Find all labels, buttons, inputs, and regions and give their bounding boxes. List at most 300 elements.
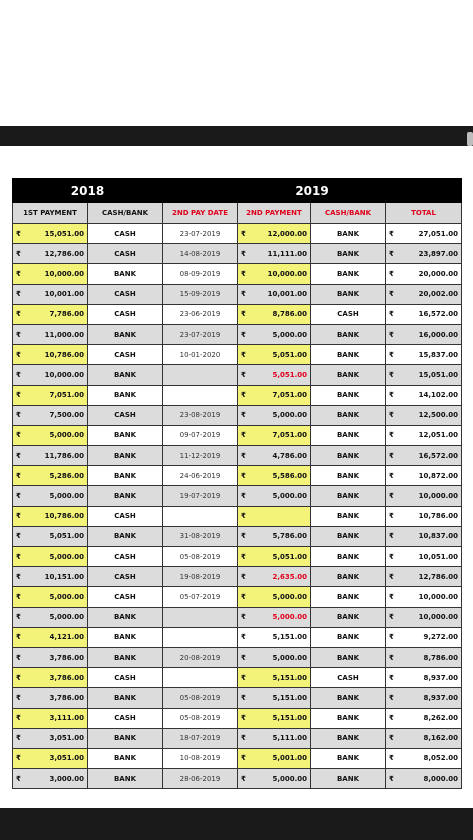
rupee-symbol: ₹	[241, 572, 246, 581]
total-cell	[386, 284, 462, 304]
cash-bank-2-cell: BANK	[311, 607, 386, 627]
rupee-symbol: ₹	[389, 613, 394, 622]
rupee-symbol: ₹	[16, 653, 21, 662]
rupee-symbol: ₹	[389, 492, 394, 501]
first-payment-cell	[13, 486, 88, 506]
cash-bank-1-cell: BANK	[88, 769, 163, 789]
first-payment-cell	[13, 224, 88, 244]
second-pay-date-cell: 23-07-2019	[163, 224, 238, 244]
total-cell-value: 20,000.00	[418, 269, 459, 278]
rupee-symbol: ₹	[241, 492, 246, 501]
rupee-symbol: ₹	[389, 310, 394, 319]
total-cell-value: 8,162.00	[423, 734, 459, 743]
first-payment-cell-value: 11,786.00	[44, 451, 84, 460]
rupee-symbol: ₹	[389, 734, 394, 743]
second-payment-cell	[238, 567, 311, 587]
total-cell-value: 10,000.00	[418, 492, 459, 501]
second-payment-cell	[238, 224, 311, 244]
first-payment-cell-value: 10,786.00	[44, 512, 84, 521]
cash-bank-2-cell: BANK	[311, 385, 386, 405]
cash-bank-2-cell: BANK	[311, 224, 386, 244]
second-payment-cell-value: 12,000.00	[267, 229, 307, 238]
rupee-symbol: ₹	[16, 330, 21, 339]
second-pay-date-cell	[163, 385, 238, 405]
payment-table	[12, 178, 462, 789]
col-header-2nd-pay-date: 2ND PAY DATE	[163, 203, 238, 224]
first-payment-cell-value: 7,051.00	[49, 391, 84, 400]
rupee-symbol: ₹	[241, 552, 246, 561]
second-payment-cell-value: 5,151.00	[272, 633, 307, 642]
cash-bank-2-cell: BANK	[311, 324, 386, 344]
second-payment-cell	[238, 627, 311, 647]
total-cell-value: 16,572.00	[418, 310, 459, 319]
cash-bank-2-cell: BANK	[311, 688, 386, 708]
rupee-symbol: ₹	[389, 592, 394, 601]
first-payment-cell-value: 3,786.00	[49, 673, 84, 682]
rupee-symbol: ₹	[241, 431, 246, 440]
total-cell	[386, 324, 462, 344]
table-row	[13, 405, 462, 425]
rupee-symbol: ₹	[241, 754, 246, 763]
cash-bank-2-cell: BANK	[311, 547, 386, 567]
second-pay-date-cell: 09-07-2019	[163, 425, 238, 445]
first-payment-cell-value: 11,000.00	[44, 330, 84, 339]
column-header-row	[13, 203, 462, 224]
second-payment-cell-value: 5,051.00	[272, 370, 307, 379]
total-cell-value: 10,837.00	[418, 532, 459, 541]
first-payment-cell	[13, 688, 88, 708]
total-cell	[386, 627, 462, 647]
rupee-symbol: ₹	[16, 714, 21, 723]
total-cell-value: 8,937.00	[423, 673, 459, 682]
table-row	[13, 668, 462, 688]
second-payment-cell-value: 5,000.00	[272, 492, 307, 501]
total-cell-value: 12,051.00	[418, 431, 459, 440]
second-payment-cell	[238, 466, 311, 486]
rupee-symbol: ₹	[241, 330, 246, 339]
table-row	[13, 708, 462, 728]
rupee-symbol: ₹	[389, 633, 394, 642]
rupee-symbol: ₹	[241, 653, 246, 662]
total-cell	[386, 647, 462, 667]
cash-bank-1-cell: CASH	[88, 284, 163, 304]
first-payment-cell-value: 10,151.00	[44, 572, 84, 581]
second-pay-date-cell: 05-08-2019	[163, 688, 238, 708]
first-payment-cell	[13, 425, 88, 445]
cash-bank-2-cell: BANK	[311, 244, 386, 264]
first-payment-cell	[13, 264, 88, 284]
second-pay-date-cell: 10-01-2020	[163, 345, 238, 365]
total-cell-value: 12,500.00	[418, 411, 459, 420]
second-payment-cell	[238, 506, 311, 526]
table-row	[13, 365, 462, 385]
cash-bank-2-cell: BANK	[311, 769, 386, 789]
cash-bank-1-cell: CASH	[88, 708, 163, 728]
year-2018-label: 2018	[13, 179, 163, 203]
total-cell-value: 14,102.00	[418, 391, 459, 400]
total-cell	[386, 466, 462, 486]
first-payment-cell	[13, 365, 88, 385]
col-header-cash-bank-2: CASH/BANK	[311, 203, 386, 224]
cash-bank-1-cell: CASH	[88, 405, 163, 425]
rupee-symbol: ₹	[389, 532, 394, 541]
total-cell-value: 8,262.00	[423, 714, 459, 723]
total-cell-value: 23,897.00	[418, 249, 459, 258]
table-row	[13, 385, 462, 405]
col-header-1st-payment: 1ST PAYMENT	[13, 203, 88, 224]
rupee-symbol: ₹	[241, 310, 246, 319]
second-payment-cell	[238, 385, 311, 405]
total-cell	[386, 506, 462, 526]
total-cell	[386, 708, 462, 728]
table-row	[13, 547, 462, 567]
second-pay-date-cell	[163, 365, 238, 385]
first-payment-cell-value: 15,051.00	[44, 229, 84, 238]
second-payment-cell-value: 8,786.00	[272, 310, 307, 319]
total-cell	[386, 587, 462, 607]
total-cell-value: 15,051.00	[418, 370, 459, 379]
second-payment-cell	[238, 365, 311, 385]
second-payment-cell-value: 7,051.00	[272, 431, 307, 440]
year-header-row	[13, 179, 462, 203]
rupee-symbol: ₹	[16, 774, 21, 783]
rupee-symbol: ₹	[16, 754, 21, 763]
rupee-symbol: ₹	[16, 229, 21, 238]
rupee-symbol: ₹	[16, 370, 21, 379]
cash-bank-1-cell: CASH	[88, 506, 163, 526]
first-payment-cell-value: 5,000.00	[49, 592, 84, 601]
second-payment-cell	[238, 607, 311, 627]
rupee-symbol: ₹	[241, 290, 246, 299]
second-payment-cell-value: 7,051.00	[272, 391, 307, 400]
table-row	[13, 264, 462, 284]
table-row	[13, 284, 462, 304]
rupee-symbol: ₹	[16, 613, 21, 622]
rupee-symbol: ₹	[241, 592, 246, 601]
total-cell-value: 8,937.00	[423, 693, 459, 702]
second-payment-cell	[238, 244, 311, 264]
rupee-symbol: ₹	[389, 290, 394, 299]
total-cell	[386, 547, 462, 567]
rupee-symbol: ₹	[16, 310, 21, 319]
second-payment-cell-value: 5,051.00	[272, 350, 307, 359]
total-cell-value: 16,572.00	[418, 451, 459, 460]
cash-bank-2-cell: BANK	[311, 587, 386, 607]
table-row	[13, 647, 462, 667]
rupee-symbol: ₹	[389, 269, 394, 278]
rupee-symbol: ₹	[389, 714, 394, 723]
table-row	[13, 587, 462, 607]
rupee-symbol: ₹	[16, 532, 21, 541]
first-payment-cell	[13, 405, 88, 425]
first-payment-cell-value: 3,051.00	[49, 754, 84, 763]
second-pay-date-cell: 23-06-2019	[163, 304, 238, 324]
cash-bank-2-cell: BANK	[311, 567, 386, 587]
rupee-symbol: ₹	[16, 391, 21, 400]
year-2019-label: 2019	[163, 179, 462, 203]
total-cell	[386, 264, 462, 284]
rupee-symbol: ₹	[389, 391, 394, 400]
total-cell	[386, 526, 462, 546]
first-payment-cell	[13, 244, 88, 264]
rupee-symbol: ₹	[241, 693, 246, 702]
cash-bank-1-cell: BANK	[88, 446, 163, 466]
cash-bank-1-cell: CASH	[88, 224, 163, 244]
first-payment-cell	[13, 728, 88, 748]
cash-bank-1-cell: BANK	[88, 365, 163, 385]
rupee-symbol: ₹	[389, 471, 394, 480]
rupee-symbol: ₹	[389, 653, 394, 662]
total-cell	[386, 769, 462, 789]
total-cell	[386, 567, 462, 587]
cash-bank-2-cell: BANK	[311, 486, 386, 506]
cash-bank-2-cell: BANK	[311, 728, 386, 748]
col-header-cash-bank-1: CASH/BANK	[88, 203, 163, 224]
first-payment-cell-value: 7,786.00	[49, 310, 84, 319]
rupee-symbol: ₹	[16, 512, 21, 521]
cash-bank-1-cell: BANK	[88, 748, 163, 768]
second-pay-date-cell: 14-08-2019	[163, 244, 238, 264]
total-cell	[386, 224, 462, 244]
rupee-symbol: ₹	[16, 693, 21, 702]
second-pay-date-cell: 31-08-2019	[163, 526, 238, 546]
rupee-symbol: ₹	[241, 633, 246, 642]
table-row	[13, 627, 462, 647]
cash-bank-1-cell: BANK	[88, 607, 163, 627]
second-pay-date-cell: 05-08-2019	[163, 547, 238, 567]
second-payment-cell-value: 5,000.00	[272, 411, 307, 420]
total-cell-value: 15,837.00	[418, 350, 459, 359]
first-payment-cell-value: 10,001.00	[44, 290, 84, 299]
total-cell	[386, 405, 462, 425]
rupee-symbol: ₹	[389, 552, 394, 561]
table-body	[13, 224, 462, 789]
first-payment-cell	[13, 627, 88, 647]
second-pay-date-cell	[163, 506, 238, 526]
first-payment-cell-value: 5,000.00	[49, 552, 84, 561]
cash-bank-1-cell: BANK	[88, 425, 163, 445]
cash-bank-1-cell: BANK	[88, 647, 163, 667]
cash-bank-1-cell: BANK	[88, 324, 163, 344]
first-payment-cell-value: 5,286.00	[49, 471, 84, 480]
rupee-symbol: ₹	[241, 532, 246, 541]
total-cell-value: 10,000.00	[418, 592, 459, 601]
first-payment-cell-value: 10,000.00	[44, 370, 84, 379]
first-payment-cell-value: 3,786.00	[49, 693, 84, 702]
first-payment-cell	[13, 304, 88, 324]
second-pay-date-cell: 10-08-2019	[163, 748, 238, 768]
second-payment-cell	[238, 647, 311, 667]
total-cell	[386, 446, 462, 466]
rupee-symbol: ₹	[16, 592, 21, 601]
rupee-symbol: ₹	[241, 370, 246, 379]
table-row	[13, 446, 462, 466]
rupee-symbol: ₹	[241, 249, 246, 258]
second-payment-cell-value: 5,000.00	[272, 592, 307, 601]
first-payment-cell	[13, 284, 88, 304]
first-payment-cell	[13, 446, 88, 466]
first-payment-cell-value: 4,121.00	[49, 633, 84, 642]
cash-bank-2-cell: BANK	[311, 708, 386, 728]
second-pay-date-cell	[163, 627, 238, 647]
table-row	[13, 486, 462, 506]
second-payment-cell-value: 5,051.00	[272, 552, 307, 561]
table-row	[13, 567, 462, 587]
scrollbar-thumb[interactable]	[467, 132, 473, 146]
second-payment-cell	[238, 324, 311, 344]
second-payment-cell	[238, 405, 311, 425]
rupee-symbol: ₹	[389, 693, 394, 702]
cash-bank-1-cell: BANK	[88, 627, 163, 647]
rupee-symbol: ₹	[16, 471, 21, 480]
rupee-symbol: ₹	[241, 774, 246, 783]
second-payment-cell	[238, 345, 311, 365]
total-cell-value: 10,000.00	[418, 613, 459, 622]
total-cell-value: 10,786.00	[418, 512, 459, 521]
second-payment-cell	[238, 708, 311, 728]
second-pay-date-cell: 08-09-2019	[163, 264, 238, 284]
total-cell	[386, 385, 462, 405]
first-payment-cell-value: 5,000.00	[49, 613, 84, 622]
cash-bank-2-cell: BANK	[311, 345, 386, 365]
cash-bank-2-cell: BANK	[311, 264, 386, 284]
payment-sheet	[12, 178, 461, 789]
second-payment-cell-value: 2,635.00	[272, 572, 307, 581]
rupee-symbol: ₹	[389, 330, 394, 339]
first-payment-cell-value: 10,786.00	[44, 350, 84, 359]
second-payment-cell-value: 10,001.00	[267, 290, 307, 299]
second-payment-cell-value: 5,001.00	[272, 754, 307, 763]
second-pay-date-cell: 11-12-2019	[163, 446, 238, 466]
second-pay-date-cell	[163, 668, 238, 688]
table-row	[13, 324, 462, 344]
table-row	[13, 607, 462, 627]
second-payment-cell	[238, 668, 311, 688]
cash-bank-2-cell: BANK	[311, 405, 386, 425]
second-payment-cell	[238, 304, 311, 324]
second-payment-cell-value: 4,786.00	[272, 451, 307, 460]
total-cell	[386, 345, 462, 365]
first-payment-cell-value: 10,000.00	[44, 269, 84, 278]
cash-bank-1-cell: BANK	[88, 264, 163, 284]
cash-bank-2-cell: BANK	[311, 627, 386, 647]
first-payment-cell	[13, 526, 88, 546]
cash-bank-1-cell: BANK	[88, 466, 163, 486]
table-row	[13, 526, 462, 546]
rupee-symbol: ₹	[241, 512, 246, 521]
rupee-symbol: ₹	[16, 673, 21, 682]
rupee-symbol: ₹	[241, 673, 246, 682]
first-payment-cell-value: 12,786.00	[44, 249, 84, 258]
cash-bank-2-cell: BANK	[311, 425, 386, 445]
total-cell	[386, 748, 462, 768]
rupee-symbol: ₹	[16, 290, 21, 299]
rupee-symbol: ₹	[241, 471, 246, 480]
rupee-symbol: ₹	[16, 552, 21, 561]
cash-bank-2-cell: BANK	[311, 446, 386, 466]
second-pay-date-cell: 19-08-2019	[163, 567, 238, 587]
total-cell-value: 10,872.00	[418, 471, 459, 480]
first-payment-cell-value: 3,051.00	[49, 734, 84, 743]
second-pay-date-cell: 24-06-2019	[163, 466, 238, 486]
blank-area	[0, 0, 473, 126]
rupee-symbol: ₹	[389, 350, 394, 359]
table-row	[13, 688, 462, 708]
second-payment-cell-value: 11,111.00	[267, 249, 307, 258]
first-payment-cell	[13, 708, 88, 728]
total-cell-value: 20,002.00	[418, 290, 459, 299]
second-pay-date-cell: 05-08-2019	[163, 708, 238, 728]
second-payment-cell	[238, 264, 311, 284]
first-payment-cell-value: 3,000.00	[49, 774, 84, 783]
cash-bank-2-cell: BANK	[311, 506, 386, 526]
rupee-symbol: ₹	[16, 633, 21, 642]
table-row	[13, 425, 462, 445]
cash-bank-2-cell: BANK	[311, 647, 386, 667]
second-payment-cell-value: 5,000.00	[272, 330, 307, 339]
rupee-symbol: ₹	[16, 269, 21, 278]
second-payment-cell-value: 5,000.00	[272, 613, 307, 622]
second-payment-cell-value: 5,786.00	[272, 532, 307, 541]
top-dark-band	[0, 126, 473, 146]
second-payment-cell-value: 10,000.00	[267, 269, 307, 278]
cash-bank-1-cell: BANK	[88, 688, 163, 708]
first-payment-cell-value: 5,051.00	[49, 532, 84, 541]
total-cell	[386, 365, 462, 385]
second-payment-cell-value: 5,000.00	[272, 653, 307, 662]
second-payment-cell	[238, 769, 311, 789]
second-payment-cell	[238, 446, 311, 466]
second-payment-cell-value: 5,586.00	[272, 471, 307, 480]
second-payment-cell-value: 5,111.00	[272, 734, 307, 743]
rupee-symbol: ₹	[241, 229, 246, 238]
second-payment-cell-value: 5,000.00	[272, 774, 307, 783]
rupee-symbol: ₹	[389, 572, 394, 581]
rupee-symbol: ₹	[389, 774, 394, 783]
first-payment-cell	[13, 647, 88, 667]
rupee-symbol: ₹	[389, 673, 394, 682]
rupee-symbol: ₹	[389, 229, 394, 238]
rupee-symbol: ₹	[389, 249, 394, 258]
table-row	[13, 748, 462, 768]
cash-bank-1-cell: CASH	[88, 587, 163, 607]
bottom-dark-band	[0, 808, 473, 840]
rupee-symbol: ₹	[16, 451, 21, 460]
rupee-symbol: ₹	[389, 411, 394, 420]
second-payment-cell	[238, 688, 311, 708]
cash-bank-2-cell: CASH	[311, 304, 386, 324]
total-cell	[386, 425, 462, 445]
first-payment-cell-value: 5,000.00	[49, 492, 84, 501]
total-cell-value: 27,051.00	[418, 229, 459, 238]
second-payment-cell-value: 5,151.00	[272, 673, 307, 682]
total-cell-value: 8,052.00	[423, 754, 459, 763]
first-payment-cell-value: 3,786.00	[49, 653, 84, 662]
total-cell	[386, 486, 462, 506]
rupee-symbol: ₹	[241, 269, 246, 278]
rupee-symbol: ₹	[241, 451, 246, 460]
table-row	[13, 728, 462, 748]
second-payment-cell	[238, 547, 311, 567]
second-payment-cell	[238, 284, 311, 304]
second-payment-cell-value: 5,151.00	[272, 714, 307, 723]
table-row	[13, 345, 462, 365]
cash-bank-1-cell: BANK	[88, 526, 163, 546]
second-payment-cell	[238, 728, 311, 748]
first-payment-cell	[13, 769, 88, 789]
cash-bank-2-cell: BANK	[311, 748, 386, 768]
second-payment-cell-value: 5,151.00	[272, 693, 307, 702]
